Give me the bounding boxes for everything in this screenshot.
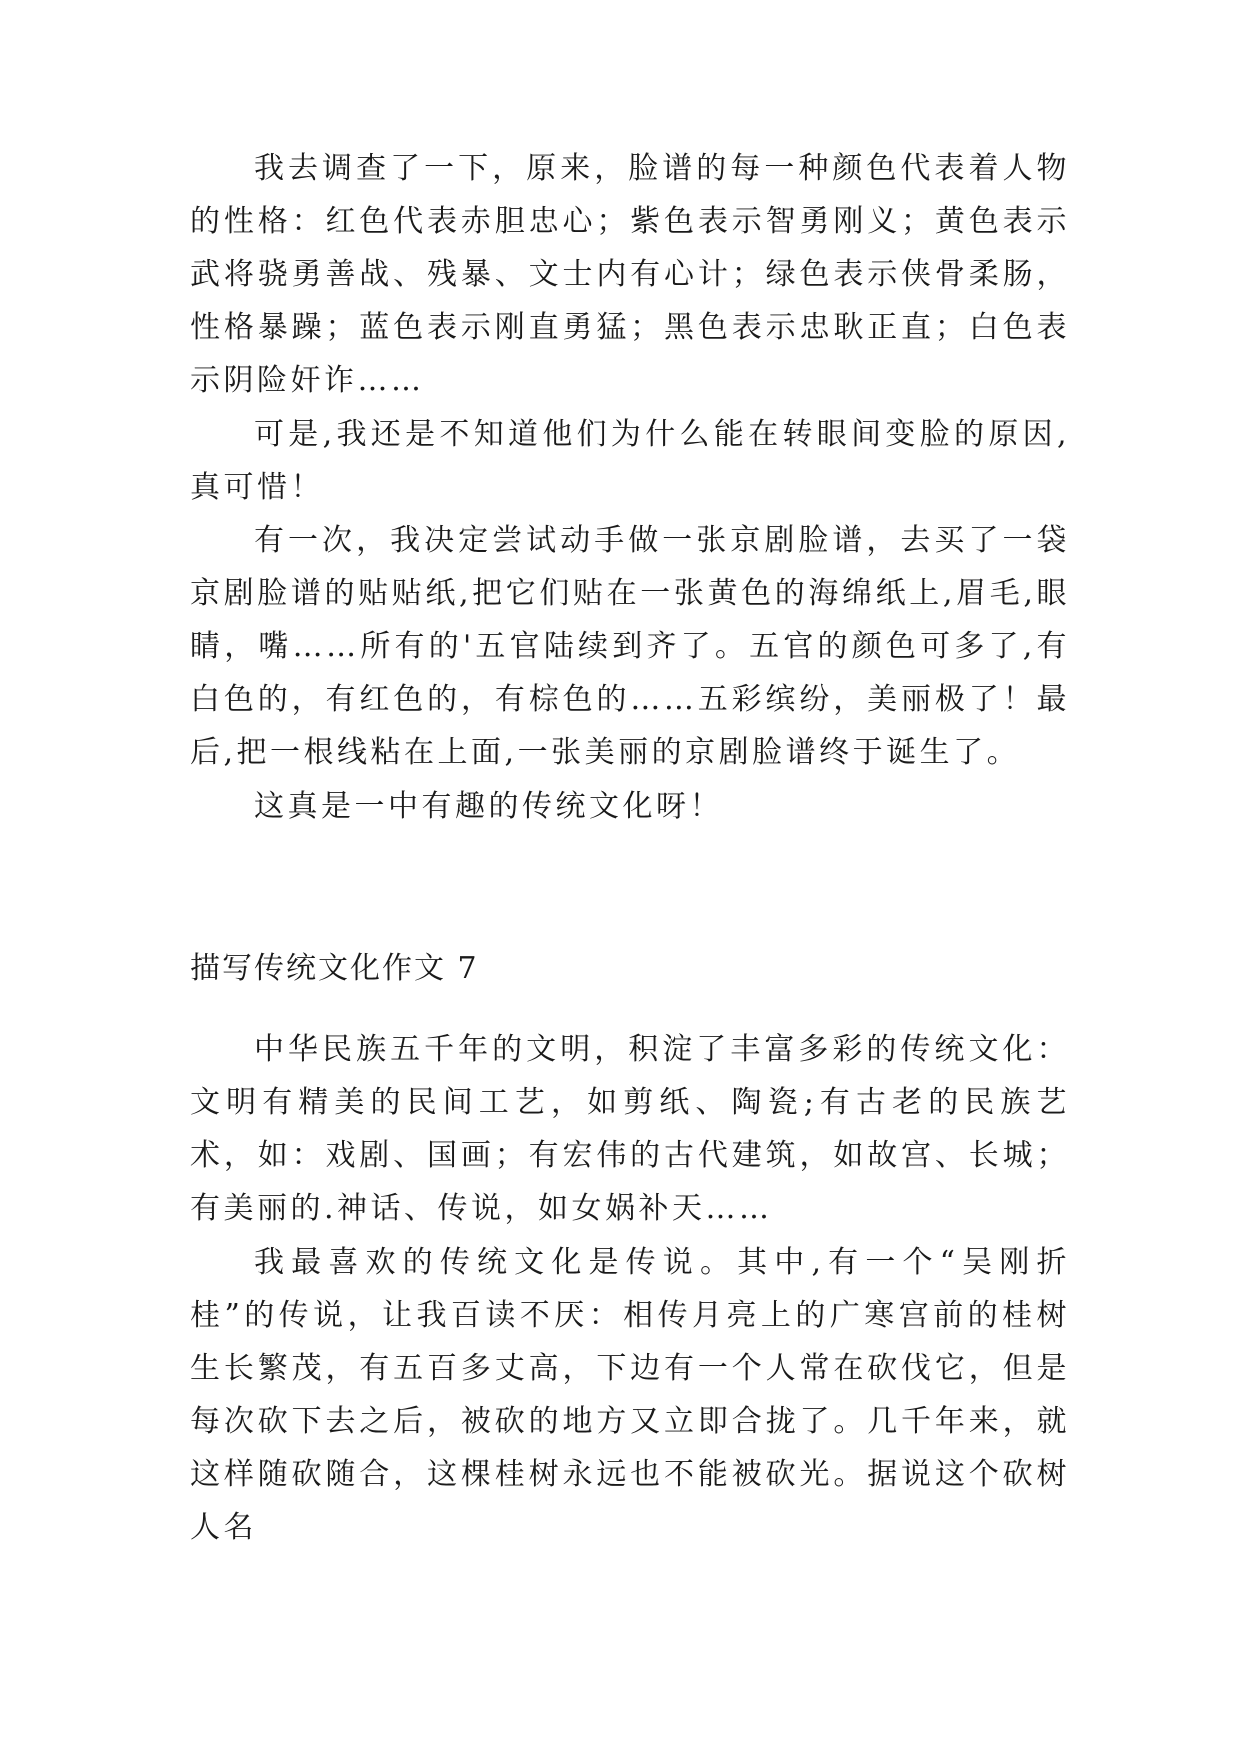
paragraph-wu-gang-legend: 我最喜欢的传统文化是传说。其中,有一个“吴刚折桂”的传说，让我百读不厌：相传月亮上的广寒宫前的桂树生长繁茂，有五百多丈高，下边有一个人常在砍伐它，但是每次砍下去之后，被砍的地方又立即合拢了。几千年来，就这样随砍随合，这棵桂树永远也不能被砍光。据说这个砍树人名 — [190, 1245, 1070, 1545]
paragraph-conclusion: 这真是一中有趣的传统文化呀！ — [254, 789, 723, 824]
section-heading: 描写传统文化作文 7 — [190, 951, 479, 986]
paragraph-face-colors: 我去调查了一下，原来，脸谱的每一种颜色代表着人物的性格：红色代表赤胆忠心；紫色表示智勇刚义；黄色表示武将骁勇善战、残暴、文士内有心计；绿色表示侠骨柔肠，性格暴躁；蓝色表示刚直勇猛；黑色表示忠耿正直；白色表示阴险奸诈…… — [190, 151, 1070, 398]
paragraph-traditional-culture: 中华民族五千年的文明，积淀了丰富多彩的传统文化：文明有精美的民间工艺，如剪纸、陶瓷;有古老的民族艺术，如：戏剧、国画；有宏伟的古代建筑，如故宫、长城；有美丽的.神话、传说，如女娲补天…… — [190, 1032, 1070, 1226]
paragraph-making-mask: 有一次，我决定尝试动手做一张京剧脸谱，去买了一袋京剧脸谱的贴贴纸,把它们贴在一张黄色的海绵纸上,眉毛,眼睛，嘴……所有的'五官陆续到齐了。五官的颜色可多了,有白色的，有红色的，有棕色的……五彩缤纷，美丽极了！最后,把一根线粘在上面,一张美丽的京剧脸谱终于诞生了。 — [190, 523, 1070, 770]
paragraph-face-change: 可是,我还是不知道他们为什么能在转眼间变脸的原因,真可惜！ — [190, 417, 1070, 505]
